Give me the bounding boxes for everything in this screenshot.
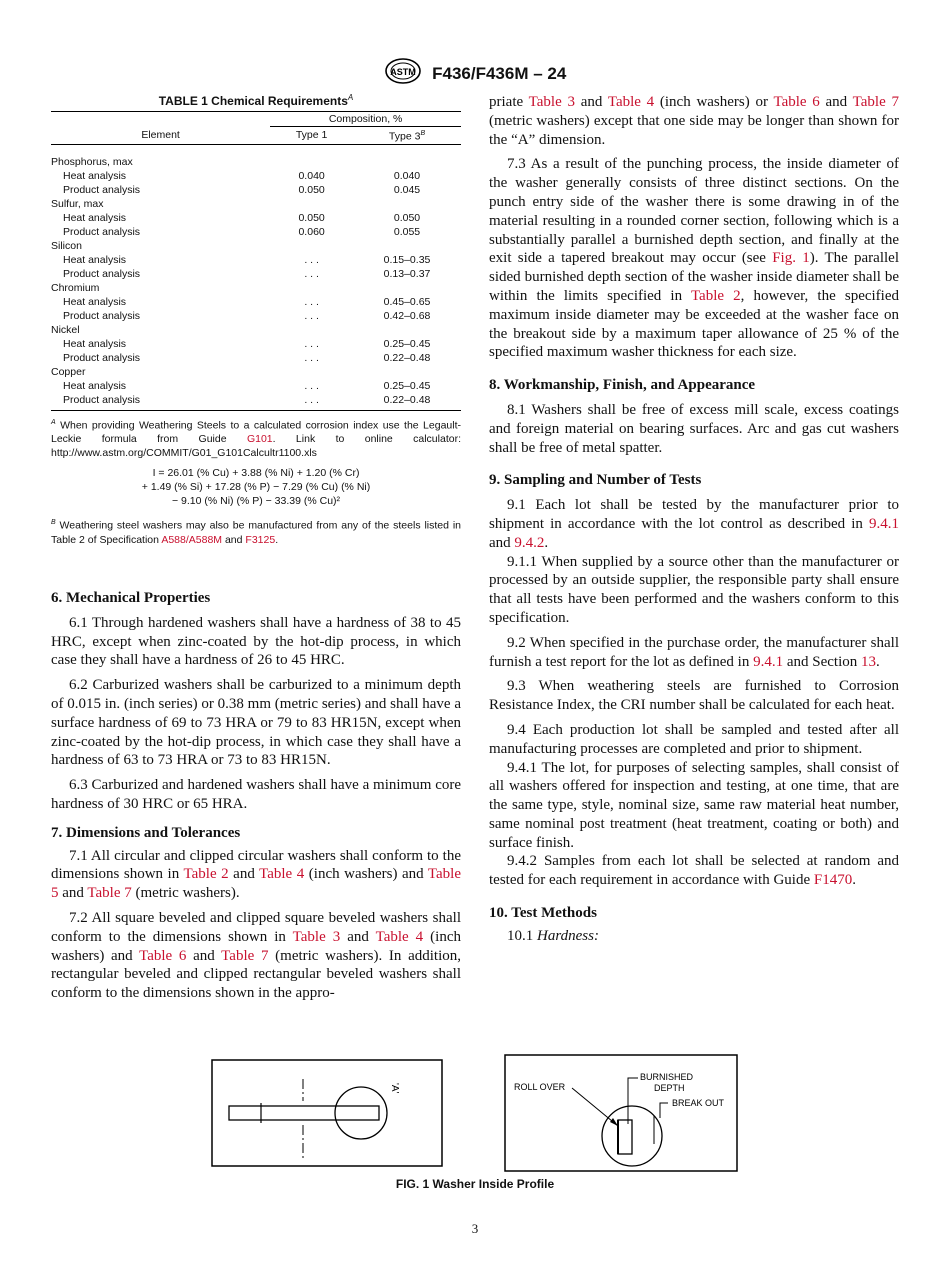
figure-caption: FIG. 1 Washer Inside Profile <box>395 1177 555 1191</box>
para-9-1: 9.1 Each lot shall be tested by the manufacturer prior to shipment in accordance with the lot control as described in 9.4.1 and 9.4.2. <box>489 497 899 551</box>
page-header <box>0 58 950 89</box>
type3-value: 0.22–0.48 <box>383 393 431 406</box>
link-f3125[interactable]: F3125 <box>245 533 276 546</box>
table-group-row <box>51 197 461 211</box>
formula-line-1: I = 26.01 (% Cu) + 3.88 (% Ni) + 1.20 (% Cr) <box>152 467 360 479</box>
para-9-2: 9.2 When specified in the purchase order, the manufacturer shall furnish a test report for the lot as defined in 9.4.1 and Section 13. <box>489 634 899 670</box>
composition-header: Composition, % <box>270 112 461 127</box>
table-row <box>51 225 461 239</box>
link-table-6[interactable]: Table 6 <box>139 947 187 964</box>
svg-text:ASTM: ASTM <box>389 67 416 77</box>
table-row <box>51 351 461 365</box>
label-burnished: BURNISHED <box>640 1072 694 1082</box>
formula-line-2: + 1.49 (% Si) + 17.28 (% P) − 7.29 (% Cu) (% Ni) <box>141 481 371 493</box>
link-a588[interactable]: A588/A588M <box>161 533 223 546</box>
table-row <box>51 211 461 225</box>
type3-value: 0.050 <box>393 211 421 224</box>
type1-value: . . . <box>304 337 319 350</box>
element-header: Element <box>51 127 270 145</box>
table-row <box>51 393 461 407</box>
type1-value: . . . <box>304 393 319 406</box>
table-row <box>51 337 461 351</box>
para-6-2: 6.2 Carburized washers shall be carburized to a minimum depth of 0.015 in. (inch series) or 0.38 mm (metric series) and shall have a surface hardness of 69 to 73 HRA or 79 to 83 HR15N, except when zinc-coated by the hot-dip process, in which case they shall have a hardness of 63 to 73 HRA or 73 to 83 HR15N. <box>51 677 461 769</box>
type1-value: . . . <box>304 309 319 322</box>
table-group-row <box>51 323 461 337</box>
section-8-heading: 8. Workmanship, Finish, and Appearance <box>489 377 756 394</box>
element-group-name: Chromium <box>51 281 100 294</box>
type3-value: 0.15–0.35 <box>383 253 431 266</box>
chemical-requirements-table <box>51 111 461 411</box>
type1-value: 0.050 <box>298 211 325 224</box>
type1-value: 0.040 <box>298 169 325 182</box>
para-9-3: 9.3 When weathering steels are furnished to Corrosion Resistance Index, the CRI number shall be calculated for each heat. <box>489 678 899 714</box>
link-f1470[interactable]: F1470 <box>813 872 853 889</box>
analysis-label: Product analysis <box>63 351 141 364</box>
type3-value: 0.055 <box>393 225 421 238</box>
type1-value: . . . <box>304 351 319 364</box>
type3-value: 0.25–0.45 <box>383 337 431 350</box>
type1-value: 0.060 <box>298 225 325 238</box>
table-group-row <box>51 155 461 169</box>
right-column <box>489 93 899 952</box>
link-table-7[interactable]: Table 7 <box>852 94 899 110</box>
element-group-name: Copper <box>51 365 86 378</box>
element-group-name: Sulfur, max <box>51 197 104 210</box>
para-7-3: 7.3 As a result of the punching process, the inside diameter of the washer generally consists of three distinct sections. On the punch entry side of the washer there is some drawing in of the material resulting in a rounded corner section, following which is a substantially parallel a burnished depth section, and finally at the exit side a tapered breakout may occur (see Fig. 1). The parallel sided burnished depth section of the washer inside diameter shall be within the limits specified in Table 2, however, the specified maximum inside diameter may be exceeded at the washer face on the breakout side by a maximum taper allowance of 25 % of the specified maximum washer thickness for each size. <box>489 156 899 361</box>
type3-header: Type $3^B$ <box>353 127 461 145</box>
element-group-name: Phosphorus, max <box>51 155 133 168</box>
link-g101[interactable]: G101 <box>246 433 273 445</box>
link-fig-1[interactable]: Fig. 1 <box>772 250 810 267</box>
link-table-4[interactable]: Table 4 <box>375 928 424 945</box>
figure-1-right-drawing <box>504 1054 738 1177</box>
section-7-heading: 7. Dimensions and Tolerances <box>51 824 241 841</box>
type3-value: 0.25–0.45 <box>383 379 431 392</box>
type1-value: 0.050 <box>298 183 325 196</box>
astm-logo <box>384 58 422 89</box>
type1-value: . . . <box>304 267 319 280</box>
para-9-4: 9.4 Each production lot shall be sampled and tested after all manufacturing processes are completed and prior to shipment. <box>489 721 899 757</box>
table-row <box>51 379 461 393</box>
type3-value: 0.42–0.68 <box>383 309 431 322</box>
section-9-heading: 9. Sampling and Number of Tests <box>489 472 702 489</box>
analysis-label: Product analysis <box>63 183 141 196</box>
link-9-4-2[interactable]: 9.4.2 <box>514 534 545 551</box>
analysis-label: Heat analysis <box>63 379 127 392</box>
label-depth: DEPTH <box>654 1083 685 1093</box>
link-table-7[interactable]: Table 7 <box>221 947 269 964</box>
page-number: 3 <box>471 1221 479 1236</box>
link-table-3[interactable]: Table 3 <box>292 928 341 945</box>
table-group-row <box>51 239 461 253</box>
table-title: TABLE 1 Chemical Requirements$^A$ <box>158 93 354 108</box>
table-footnote-b: $^B$ Weathering steel washers may also be manufactured from any of the steels listed in Table 2 of Specification A588/A588M and F3125. <box>51 519 461 546</box>
para-10-1: 10.1 Hardness: <box>507 927 599 944</box>
link-section-13[interactable]: 13 <box>861 653 876 670</box>
label-roll-over: ROLL OVER <box>514 1082 566 1092</box>
label-break-out: BREAK OUT <box>672 1098 725 1108</box>
analysis-label: Heat analysis <box>63 211 127 224</box>
table-group-row <box>51 365 461 379</box>
left-column <box>51 589 461 1009</box>
label-a: 'A' <box>389 1083 400 1094</box>
link-table-4[interactable]: Table 4 <box>607 94 655 110</box>
type3-value: 0.045 <box>393 183 421 196</box>
table-row <box>51 183 461 197</box>
cri-formula <box>51 466 461 508</box>
link-table-6[interactable]: Table 6 <box>773 94 820 110</box>
element-group-name: Nickel <box>51 323 80 336</box>
analysis-label: Heat analysis <box>63 337 127 350</box>
para-6-1: 6.1 Through hardened washers shall have a hardness of 38 to 45 HRC, except when zinc-coated by the hot-dip process, in which case they shall have a hardness of 26 to 45 HRC. <box>51 614 461 669</box>
link-9-4-1[interactable]: 9.4.1 <box>753 653 784 670</box>
link-table-3[interactable]: Table 3 <box>528 94 575 110</box>
link-table-7[interactable]: Table 7 <box>87 885 132 902</box>
para-9-1-1: 9.1.1 When supplied by a source other than the manufacturer or processed by an outside supplier, the responsible party shall ensure that all tests have been performed and the washers conform to this specification. <box>489 553 899 626</box>
table-row <box>51 267 461 281</box>
section-6-heading: 6. Mechanical Properties <box>51 590 211 606</box>
element-group-name: Silicon <box>51 239 82 252</box>
table-1 <box>51 93 461 547</box>
link-table-4[interactable]: Table 4 <box>259 866 305 883</box>
table-row <box>51 309 461 323</box>
type3-value: 0.040 <box>393 169 421 182</box>
link-9-4-1[interactable]: 9.4.1 <box>869 515 899 532</box>
para-6-3: 6.3 Carburized and hardened washers shall have a minimum core hardness of 30 HRC or 65 HRA. <box>51 777 461 812</box>
type3-value: 0.45–0.65 <box>383 295 431 308</box>
link-table-2[interactable]: Table 2 <box>183 866 229 883</box>
type3-value: 0.22–0.48 <box>383 351 431 364</box>
link-table-5[interactable]: Table 5 <box>51 866 462 902</box>
type1-header: Type 1 <box>270 127 353 145</box>
table-row <box>51 169 461 183</box>
para-7-2-continued: priate Table 3 and Table 4 (inch washers) or Table 6 and Table 7 (metric washers) except that one side may be longer than shown for the “A” dimension. <box>489 94 899 148</box>
table-footnote-a: $^A$ When providing Weathering Steels to a calculated corrosion index use the Legault-Leckie formula from Guide G101. Link to online calculator: http://www.astm.org/COMMIT/G01_G101Calcultr1100.xls <box>51 418 462 459</box>
analysis-label: Product analysis <box>63 267 141 280</box>
type1-value: . . . <box>304 379 319 392</box>
para-9-4-1: 9.4.1 The lot, for purposes of selecting samples, shall consist of all washers offered for inspection and testing, at one time, that are the same type, style, nominal size, same raw material heat number, same nominal post treatment (heat treatment, coating or both) and surface finish. <box>489 759 899 851</box>
type1-value: . . . <box>304 295 319 308</box>
analysis-label: Heat analysis <box>63 169 127 182</box>
table-row <box>51 295 461 309</box>
analysis-label: Product analysis <box>63 225 141 238</box>
analysis-label: Heat analysis <box>63 253 127 266</box>
para-7-2: 7.2 All square beveled and clipped square beveled washers shall conform to the dimensions shown in Table 3 and Table 4 (inch washers) and Table 6 and Table 7 (metric washers). In addition, rectangular beveled and clipped rectangular beveled washers shall conform to the dimensions shown in the appro- <box>51 909 461 1002</box>
table-group-row <box>51 281 461 295</box>
document-designation: F436/F436M – 24 <box>432 63 567 83</box>
figure-1-left-drawing <box>211 1059 443 1172</box>
analysis-label: Product analysis <box>63 309 141 322</box>
link-table-2[interactable]: Table 2 <box>690 287 741 304</box>
section-10-heading: 10. Test Methods <box>489 905 597 922</box>
analysis-label: Product analysis <box>63 393 141 406</box>
table-row <box>51 253 461 267</box>
para-9-4-2: 9.4.2 Samples from each lot shall be selected at random and tested for each requirement in accordance with Guide F1470. <box>489 853 899 889</box>
para-7-1: 7.1 All circular and clipped circular washers shall conform to the dimensions shown in Table 2 and Table 4 (inch washers) and Table 5 and Table 7 (metric washers). <box>51 847 462 902</box>
para-8-1: 8.1 Washers shall be free of excess mill scale, excess coatings and foreign material on bearing surfaces. Arc and gas cut washers shall be free of metal spatter. <box>489 401 899 456</box>
analysis-label: Heat analysis <box>63 295 127 308</box>
type3-value: 0.13–0.37 <box>383 267 431 280</box>
type1-value: . . . <box>304 253 319 266</box>
formula-line-3: − 9.10 (% Ni) (% P) − 33.39 (% Cu)² <box>171 495 341 507</box>
